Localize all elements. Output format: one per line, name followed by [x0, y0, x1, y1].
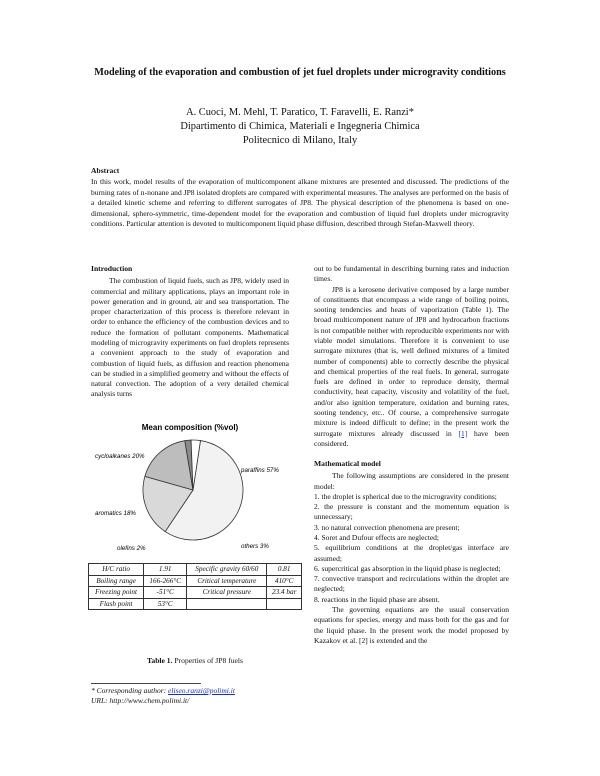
- table-cell: -51°C: [144, 587, 187, 599]
- corresponding-author-line: [91, 686, 291, 696]
- table-caption-text: Properties of JP8 fuels: [172, 656, 243, 665]
- table-cell: Flash point: [89, 598, 144, 610]
- author-email-link[interactable]: eliseo.ranzi@polimi.it: [168, 686, 235, 695]
- affiliation-university: Politecnico di Milano, Italy: [242, 135, 358, 146]
- table-row: [89, 598, 302, 610]
- assumption-list: [314, 492, 509, 605]
- table-cell: 0.81: [267, 564, 302, 576]
- chart-title: Mean composition (%vol): [141, 423, 239, 432]
- table-caption-label: Table 1.: [147, 656, 173, 665]
- table-cell: [187, 598, 267, 610]
- continuation-paragraph: out to be fundamental in describing burning rates and induction times.: [314, 264, 509, 284]
- footnote: [91, 683, 291, 706]
- table-cell: Critical temperature: [187, 575, 267, 587]
- paper-title: Modeling of the evaporation and combustion of jet fuel droplets under microgravity conditions: [94, 67, 506, 78]
- table-row: [89, 575, 302, 587]
- assumption-item: 1. the droplet is spherical due to the microgravity conditions;: [314, 491, 497, 501]
- table-cell: 166-266°C: [144, 575, 187, 587]
- table-row: [89, 587, 302, 599]
- table-cell: H/C ratio: [89, 564, 144, 576]
- right-column: [314, 264, 509, 646]
- pie-label: cycloalkanes 20%: [95, 453, 145, 460]
- jp8-paragraph-text: JP8 is a kerosene derivative composed by a large number of constituents that encompass a wide range of boiling points, sooting tendencies and heats of vaporization (Table 1). The broad multicomponent nature of JP8 and hydrocarbon fractions is not compatible neither with reproducible experiments nor with viable model simulations. Therefore it is convenient to use surrogate mixtures (that is, well defined mixtures of a limited number of components) able to correctly describe the physical and chemical properties of the real fuels. In general, surrogate fuels are defined in order to reproduce density, thermal conductivity, heat capacity, viscosity and volatility of the fuel, and/or also ignition temperature, oxidation and burning rates, sooting tendency, etc.. Of course, a comprehensive surrogate mixture is indeed difficult to define; in the present work the surrogate mixtures already discussed in: [314, 284, 509, 438]
- table-cell: Critical pressure: [187, 587, 267, 599]
- table-caption: [88, 656, 302, 665]
- table-cell: 23.4 bar: [267, 587, 302, 599]
- table-cell: Freezing point: [89, 587, 144, 599]
- left-column: [91, 264, 289, 400]
- assumption-item: 5. equilibrium conditions at the droplet/gas interface are assumed;: [314, 543, 509, 563]
- abstract-heading: Abstract: [91, 166, 120, 175]
- introduction-paragraph: The combustion of liquid fuels, such as JP8, widely used in commercial and military applications, plays an important role in power generation and in ground, air and sea transportation. The proper characterization of this process is therefore relevant in order to enhance the efficiency of the combustion devices and to reduce the formation of pollutant components. Mathematical modeling of microgravity experiments on fuel droplets represents a convenient approach to the study of evaporation and combustion of liquid fuels, as diffusion and reaction phenomena can be studied in a simplified geometry and without the effects of natural convection. The adoption of a very detailed chemical analysis turns: [91, 276, 289, 399]
- author-list: A. Cuoci, M. Mehl, T. Paratico, T. Faravelli, E. Ranzi*: [186, 107, 414, 118]
- jp8-paragraph: [314, 285, 509, 450]
- governing-equations-paragraph: The governing equations are the usual conservation equations for species, energy and mass both for the gas and for the liquid phase. In the present work the model proposed by Kazakov et al. [2] is extended and the: [314, 605, 509, 645]
- assumption-item: 3. no natural convection phenomena are present;: [314, 522, 460, 532]
- author-block: [60, 106, 540, 148]
- composition-chart: [91, 420, 289, 556]
- model-heading: Mathematical model: [314, 459, 381, 469]
- assumption-item: 7. convective transport and recirculations within the droplet are neglected;: [314, 574, 509, 594]
- abstract-section: [91, 166, 509, 229]
- assumption-item: 4. Soret and Dufour effects are neglected;: [314, 533, 440, 543]
- pie-label: others 3%: [241, 543, 269, 550]
- table-cell: 1.91: [144, 564, 187, 576]
- properties-table: [88, 563, 302, 610]
- pie-label: paraffins 57%: [241, 467, 279, 474]
- pie-label: olefins 2%: [117, 545, 146, 552]
- jp8-paragraph-end: have been considered.: [314, 428, 509, 448]
- corresponding-author-label: * Corresponding author:: [91, 686, 169, 695]
- assumption-item: 6. supercritical gas absorption in the liquid phase is neglected;: [314, 563, 501, 573]
- reference-link-1[interactable]: [1]: [458, 428, 468, 438]
- affiliation-department: Dipartimento di Chimica, Materiali e Ingegneria Chimica: [180, 121, 420, 132]
- introduction-heading: Introduction: [91, 264, 133, 273]
- assumption-item: 8. reactions in the liquid phase are absent.: [314, 594, 440, 604]
- table-cell: 410°C: [267, 575, 302, 587]
- table-cell: 53°C: [144, 598, 187, 610]
- model-intro: The following assumptions are considered in the present model:: [314, 471, 509, 491]
- table-cell: [267, 598, 302, 610]
- abstract-body: In this work, model results of the evaporation of multicomponent alkane mixtures are presented and discussed. The predictions of the burning rates of n-nonane and JP8 isolated droplets are compared with experimental measures. The analyses are performed on the basis of a detailed kinetic scheme and referring to different surrogates of JP8. The physical description of the phenomena is based on one-dimensional, sphero-symmetric, time-dependent model for the evaporation and combustion of liquid fuel droplets under microgravity conditions. Particular attention is devoted to multicomponent liquid phase diffusion, described through Stefan-Maxwell theory.: [91, 177, 509, 229]
- pie-chart-svg: [91, 420, 289, 556]
- pie-label: aromatics 18%: [95, 510, 136, 517]
- table-row: [89, 564, 302, 576]
- footnote-url[interactable]: URL: http://www.chem.polimi.it/: [91, 696, 190, 705]
- table-cell: Specific gravity 60/60: [187, 564, 267, 576]
- footnote-divider: [91, 683, 201, 684]
- table-cell: Boiling range: [89, 575, 144, 587]
- assumption-item: 2. the pressure is constant and the momentum equation is unnecessary;: [314, 502, 509, 522]
- pie-slices: [143, 440, 243, 540]
